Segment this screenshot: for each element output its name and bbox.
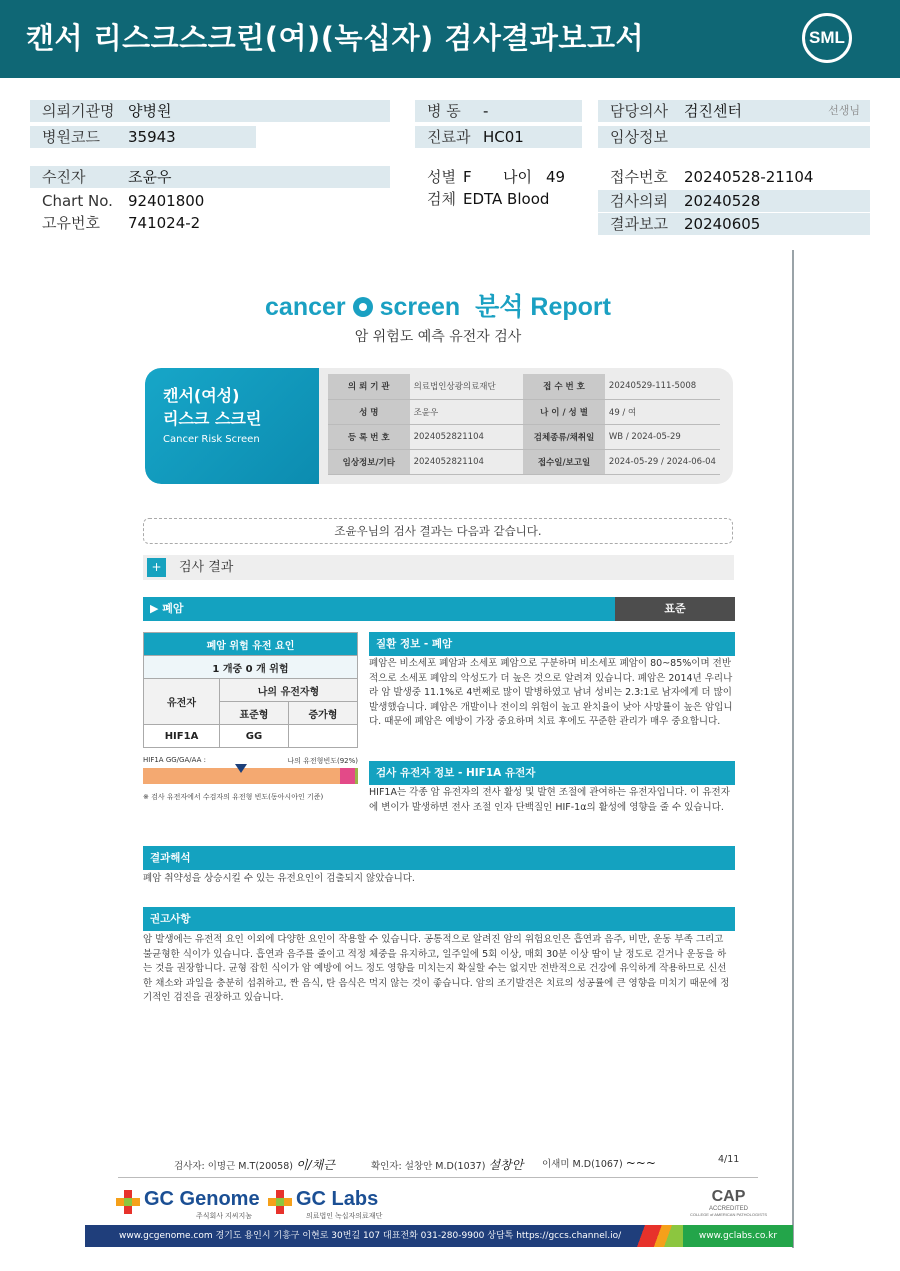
- risk-target-icon: [353, 297, 373, 317]
- standard-genotype-cell: GG: [220, 725, 289, 748]
- gene-info-text: HIF1A는 각종 암 유전자의 전사 활성 및 발현 조절에 관여하는 유전자입니다. 이 유전자에 변이가 발생하면 전사 조절 인자 단백질인 HIF-1α의 활성에 영향을 줄 수 있습니다.: [369, 787, 730, 813]
- confirmer-sig-mark: 설창안: [488, 1158, 524, 1172]
- examiner-signature: 검사자: 이명근 M.T(20058) 이/채근: [174, 1158, 335, 1172]
- footer-website: www.gclabs.co.kr: [683, 1225, 793, 1247]
- result-notice: 조윤우님의 검사 결과는 다음과 같습니다.: [143, 518, 733, 544]
- card-value: 49 / 여: [605, 399, 720, 424]
- standard-type-header: 표준형: [220, 702, 289, 725]
- patient-name-field: 수진자 조윤우: [30, 166, 390, 188]
- card-value: 20240529-111-5008: [605, 374, 720, 399]
- confirmer2-sig-mark: ~~~: [625, 1156, 656, 1170]
- gc-cross-icon: [116, 1190, 140, 1214]
- receipt-no-field: 접수번호 20240528-21104: [610, 168, 814, 186]
- card-key: 의 뢰 기 관: [328, 374, 410, 399]
- department-field: 진료과 HC01: [415, 126, 582, 148]
- page-edge-divider: [792, 250, 794, 1248]
- gc-genome-logo: GC Genome 주식회사 지씨지놈: [116, 1188, 260, 1221]
- disease-info-text: 폐암은 비소세포 폐암과 소세포 폐암으로 구분하며 비소세포 폐암이 80~85%이며 전반적으로 소세포 폐암의 악성도가 더 높은 것으로 알려져 있습니다. 폐암은 2014년 우리나라 암 발생중 11.1%로 4번째로 많이 발병하였고 남녀 성비는 2.3:1로 남자에게 더 많이 발생했습니다. 폐암은 개발이나 전이의 위험이 높고 완치율이 낮아 사망률이 높은 암입니다. 때문에 폐암은 예방이 가장 중요하며 치료 후에도 꾸준한 관리가 매우 중요합니다.: [369, 658, 733, 727]
- cancer-risk-screen-brand: cancer screen 분석 Report: [265, 293, 611, 321]
- my-frequency-label: 나의 유전형빈도(92%): [287, 757, 358, 765]
- card-value: 2024052821104: [410, 449, 524, 474]
- confirmer-signature: 확인자: 설창안 M.D(1037) 설창안: [371, 1158, 524, 1172]
- sml-logo: SML: [802, 13, 852, 63]
- recommendation-text: 암 발생에는 유전적 요인 이외에 다양한 요인이 작용할 수 있습니다. 공통적으로 알려진 암의 위험요인은 흡연과 음주, 비만, 운동 부족 그리고 불균형한 식이가 있습니다. 흡연과 음주를 줄이고 적정 체중을 유지하고, 일주일에 5회 이상, 매회 30분 이상 땀이 날 정도로 걷거나 운동을 하는 것을 권장합니다. 균형 잡힌 식이가 암 예방에 어느 정도 영향을 미치는지 확실할 수는 없지만 전반적으로 건강에 유익하게 작용하므로 신선한 채소와 과일을 충분히 섭취하고, 짠 음식, 탄 음식은 먹지 않는 것이 좋습니다. 암의 조기발견은 치료의 성공률에 큰 영향을 미치기 때문에 정기적인 검진을 권장하고 있습니다.: [143, 934, 730, 1003]
- card-key: 등 록 번 호: [328, 424, 410, 449]
- confirmer2-signature: 이새미 M.D(1067) ~~~: [542, 1156, 656, 1170]
- cap-accredited-logo: CAP ACCREDITED COLLEGE of AMERICAN PATHOLOGISTS: [690, 1188, 767, 1217]
- genotype-frequency-label: HIF1A GG/GA/AA :: [143, 756, 206, 764]
- card-key: 성 명: [328, 399, 410, 424]
- specimen-field: 검체 EDTA Blood: [427, 190, 550, 208]
- card-value: 의료법인상광의료재단: [410, 374, 524, 399]
- card-key: 나 이 / 성 별: [523, 399, 605, 424]
- request-date-field: 검사의뢰 20240528: [598, 190, 870, 212]
- doctor-field: 담당의사 검진센터 선생님: [598, 100, 870, 122]
- gene-table-title: 폐암 위험 유전 요인: [144, 633, 358, 656]
- page-number: 4/11: [718, 1154, 740, 1165]
- section-title: 검사 결과: [179, 560, 234, 575]
- recommendation-header: 권고사항: [143, 907, 735, 931]
- card-info-table: [328, 374, 720, 475]
- gene-risk-table: [143, 632, 358, 748]
- sex-age-field: 성별 F 나이 49: [427, 168, 566, 186]
- card-info-row: [328, 374, 720, 399]
- unique-no-field: 고유번호 741024-2: [42, 214, 201, 232]
- gene-name-cell: HIF1A: [144, 725, 220, 748]
- card-info-row: [328, 424, 720, 449]
- category-status: 표준: [615, 597, 735, 621]
- card-value: 2024-05-29 / 2024-06-04: [605, 449, 720, 474]
- chart-no-field: Chart No. 92401800: [42, 192, 205, 210]
- section-header: [143, 555, 734, 580]
- requesting-org-field: 의뢰기관명 양병원: [30, 100, 390, 122]
- result-folder-icon: +: [147, 558, 166, 577]
- card-value: 2024052821104: [410, 424, 524, 449]
- card-key: 임상정보/기타: [328, 449, 410, 474]
- category-bar: ▶ 폐암: [143, 597, 615, 621]
- frequency-labels: [143, 756, 358, 766]
- card-title-panel: [145, 368, 319, 484]
- rare-genotype-segment: [340, 768, 355, 784]
- gc-labs-logo: GC Labs 의료법인 녹십자의료재단: [268, 1188, 382, 1221]
- report-subtitle: 암 위험도 예측 유전자 검사: [354, 329, 522, 345]
- footer-address: www.gcgenome.com 경기도 용인시 기흥구 이현로 30번길 107 대표전화 031-280-9900 상담톡 https://gccs.channel.io/: [119, 1231, 622, 1241]
- gene-info-header: 검사 유전자 정보 - HIF1A 유전자: [369, 761, 735, 785]
- card-key: 접 수 번 호: [523, 374, 605, 399]
- increased-genotype-cell: [288, 725, 357, 748]
- clinical-info-field: 임상정보: [598, 126, 870, 148]
- my-genotype-marker-icon: [235, 764, 247, 773]
- my-genotype-header: 나의 유전자형: [220, 679, 358, 702]
- footer-contact-bar: [85, 1225, 793, 1247]
- disease-info-header: 질환 정보 - 폐암: [369, 632, 735, 656]
- gene-col-header: 유전자: [144, 679, 220, 725]
- card-value: 조윤우: [410, 399, 524, 424]
- card-title-line1: 캔서(여성): [163, 386, 240, 405]
- card-title-en: Cancer Risk Screen: [163, 434, 260, 445]
- frequency-note: ※ 검사 유전자에서 수검자의 유전형 빈도(동아시아인 기준): [143, 793, 324, 801]
- gene-table-summary: 1 개중 0 개 위험: [144, 656, 358, 679]
- report-summary-card: [145, 368, 733, 484]
- footer-color-stripes: [633, 1225, 685, 1247]
- interpretation-text: 폐암 취약성을 상승시킬 수 있는 유전요인이 검출되지 않았습니다.: [143, 873, 415, 884]
- examiner-sig-mark: 이/채근: [296, 1158, 335, 1172]
- genotype-frequency-bar: [143, 768, 358, 784]
- card-value: WB / 2024-05-29: [605, 424, 720, 449]
- card-info-row: [328, 399, 720, 424]
- hospital-code-field: 병원코드 35943: [30, 126, 256, 148]
- gc-labs-cross-icon: [268, 1190, 292, 1214]
- increased-type-header: 증가형: [288, 702, 357, 725]
- ward-field: 병 동 -: [415, 100, 582, 122]
- frequency-bar-end: [355, 768, 358, 784]
- report-title: 캔서 리스크스크린(여)(녹십자) 검사결과보고서: [26, 21, 644, 55]
- footer-divider: [118, 1177, 758, 1178]
- card-key: 접수일/보고일: [523, 449, 605, 474]
- card-info-row: [328, 449, 720, 474]
- card-title-line2: 리스크 스크린: [163, 409, 262, 428]
- interpretation-header: 결과해석: [143, 846, 735, 870]
- report-header-bar: [0, 0, 900, 78]
- card-key: 검체종류/채취일: [523, 424, 605, 449]
- report-date-field: 결과보고 20240605: [598, 213, 870, 235]
